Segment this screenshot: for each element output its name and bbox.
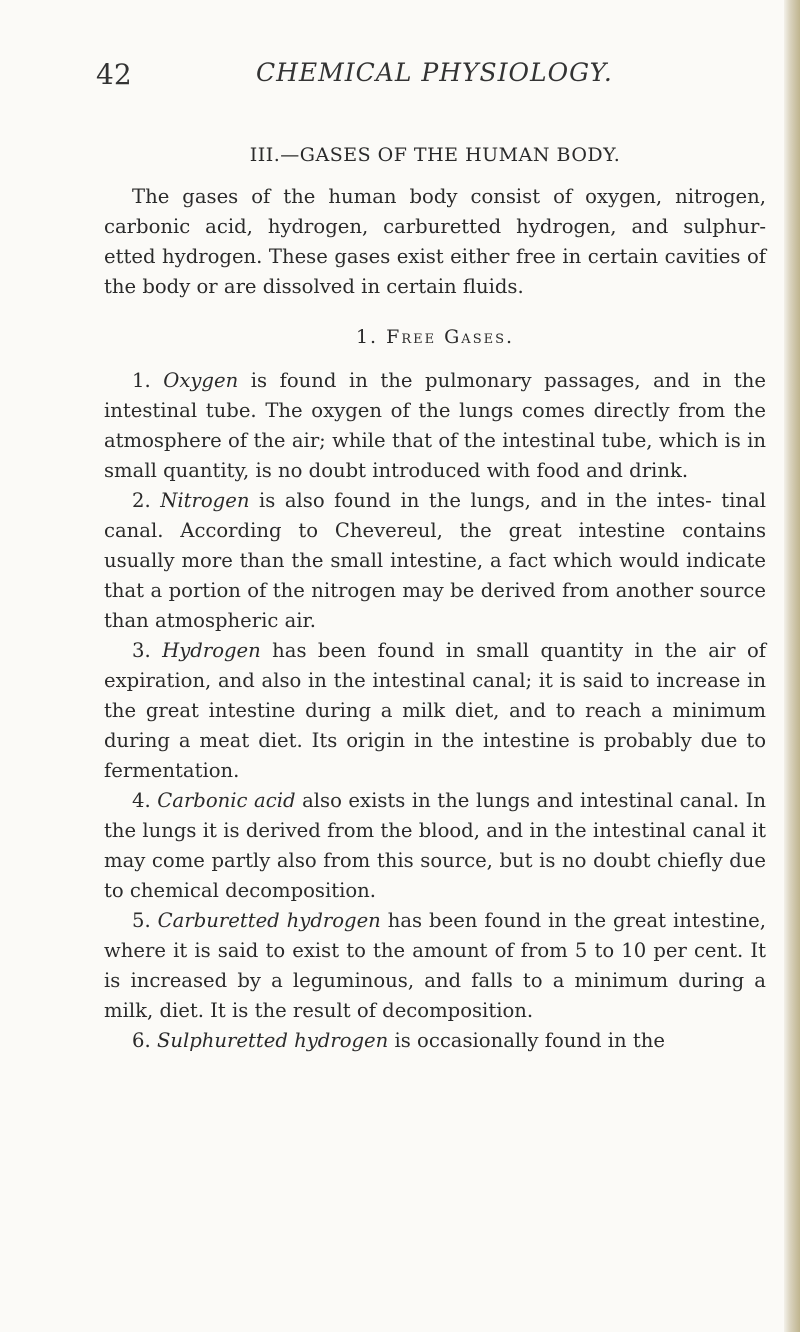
item-paragraph-carbonic-acid <box>104 786 766 906</box>
item-term: Sulphuretted hydrogen <box>156 1029 389 1052</box>
item-paragraph-carburetted-hydrogen <box>104 906 766 1026</box>
item-number: 3. <box>132 639 151 662</box>
page-number: 42 <box>96 58 132 91</box>
subsection-title: Free Gases. <box>386 326 515 348</box>
item-number: 6. <box>132 1029 151 1052</box>
subsection-number: 1. <box>355 326 379 348</box>
item-term: Hydrogen <box>162 639 261 662</box>
item-text: has been found in small quantity in the air of expiration, and also in the intestinal canal; it is said to increase in the great intestine during a milk diet, and to reach a minimum during a meat diet. Its origin in the intestine is probably due to fermentation. <box>104 639 766 782</box>
item-text: is occasionally found in the <box>388 1029 665 1052</box>
item-text: has been found in the great intestine, where it is said to exist to the amount of from 5 to 10 per cent. It is increased by a leguminous, and falls to a minimum during a milk, diet. It is the result of decomposition. <box>104 909 766 1022</box>
running-title: CHEMICAL PHYSIOLOGY. <box>256 58 613 87</box>
item-term: Carbonic acid <box>157 789 296 812</box>
item-number: 5. <box>132 909 151 932</box>
item-term: Carburetted hydrogen <box>157 909 381 932</box>
item-paragraph-hydrogen <box>104 636 766 786</box>
section-heading: III.—GASES OF THE HUMAN BODY. <box>249 144 621 166</box>
item-paragraph-nitrogen <box>104 486 766 636</box>
item-number: 4. <box>132 789 151 812</box>
subsection-heading <box>104 322 766 352</box>
intro-paragraph: The gases of the human body consist of oxygen, nitrogen, carbonic acid, hydrogen, carburetted hydrogen, and sulphur- etted hydrogen. These gases exist either free in certain cavities of the body or are dissolved in certain fluids. <box>104 185 766 298</box>
item-number: 2. <box>132 489 151 512</box>
page-edge <box>784 0 800 1332</box>
item-number: 1. <box>132 369 151 392</box>
item-text: is found in the pulmonary passages, and in the intestinal tube. The oxygen of the lungs comes directly from the atmosphere of the air; while that of the intestinal tube, which is in small quantity, is no doubt introduced with food and drink. <box>104 369 766 482</box>
item-term: Nitrogen <box>160 489 250 512</box>
running-head <box>96 58 696 98</box>
item-text: also exists in the lungs and intestinal canal. In the lungs it is derived from the blood, and in the intestinal canal it may come partly also from this source, but is no doubt chiefly due to chemical decomposition. <box>104 789 767 902</box>
item-text: is also found in the lungs, and in the intes- tinal canal. According to Chevereul, the great intestine contains usually more than the small intestine, a fact which would indicate that a portion of the nitrogen may be derived from another source than atmospheric air. <box>104 489 767 632</box>
item-paragraph-oxygen <box>104 366 766 486</box>
text-block <box>104 140 766 1056</box>
item-paragraph-sulphuretted-hydrogen <box>104 1026 766 1056</box>
item-term: Oxygen <box>163 369 239 392</box>
